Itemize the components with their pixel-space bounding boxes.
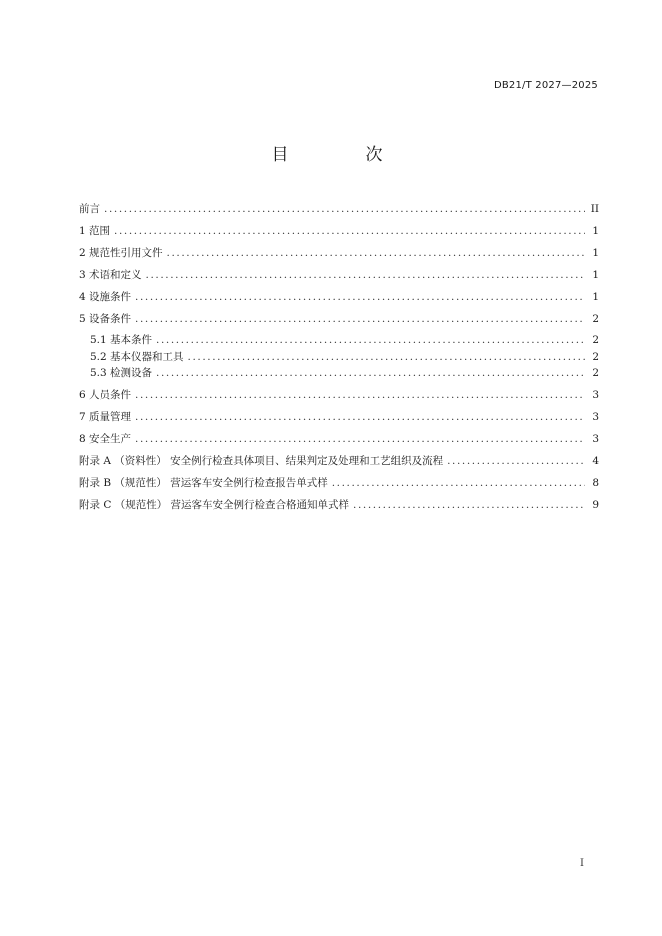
toc-entry-page: 1 (592, 291, 599, 303)
toc-entry-personnel-conditions[interactable] (79, 386, 599, 408)
dot-leader (156, 332, 585, 348)
toc-entry-page: 2 (592, 313, 599, 325)
toc-entry-appendix-a[interactable] (79, 452, 599, 474)
toc-entry-text: 5.3 检测设备 (90, 367, 153, 379)
toc-entry-terms-definitions[interactable] (79, 266, 599, 288)
dot-leader (447, 452, 585, 470)
toc-entry-text: 5 设备条件 (79, 313, 132, 325)
toc-entry-page: 3 (592, 410, 599, 423)
document-code: DB21/T 2027—2025 (493, 80, 598, 91)
toc-entry-page: 1 (592, 225, 599, 237)
toc-entry-page: 2 (592, 350, 599, 363)
toc-entry-text: 2 规范性引用文件 (79, 247, 163, 259)
dot-leader (135, 310, 585, 328)
toc-entry-normative-references[interactable] (79, 244, 599, 266)
dot-leader (167, 244, 585, 262)
dot-leader (146, 266, 585, 284)
toc-entry-quality-management[interactable] (79, 408, 599, 430)
toc-entry-equipment-conditions[interactable] (79, 310, 599, 332)
toc-entry-scope[interactable] (79, 222, 599, 244)
toc-entry-text: 5.2 基本仪器和工具 (90, 350, 184, 363)
dot-leader (135, 408, 585, 426)
dot-leader (104, 200, 585, 218)
dot-leader (135, 386, 585, 404)
toc-entry-page: II (590, 203, 599, 215)
toc-entry-text: 7 质量管理 (79, 410, 132, 423)
toc-entry-page: 3 (592, 388, 599, 401)
dot-leader (353, 496, 585, 514)
toc-entry-page: 2 (592, 334, 599, 346)
toc-entry-text: 前言 (79, 203, 100, 215)
dot-leader (156, 365, 585, 381)
toc-subentry-testing-equipment[interactable] (79, 365, 599, 382)
dot-leader (135, 430, 585, 448)
toc-entry-text: 附录 C （规范性） 营运客车安全例行检查合格通知单式样 (79, 498, 350, 511)
toc-entry-text: 1 范围 (79, 225, 111, 237)
toc-entry-appendix-c[interactable] (79, 496, 599, 518)
toc-entry-safety-production[interactable] (79, 430, 599, 452)
toc-entry-page: 8 (592, 476, 599, 489)
toc-subentry-basic-instruments-tools[interactable] (79, 349, 599, 366)
dot-leader (332, 474, 585, 492)
toc-entry-text: 3 术语和定义 (79, 269, 142, 281)
page-number: I (580, 858, 584, 869)
toc-entry-text: 5.1 基本条件 (90, 334, 153, 346)
toc-entry-text: 8 安全生产 (79, 432, 132, 445)
toc-entry-page: 4 (592, 454, 599, 467)
toc-entry-text: 附录 A （资料性） 安全例行检查具体项目、结果判定及处理和工艺组织及流程 (79, 454, 444, 467)
table-of-contents (79, 200, 599, 518)
toc-entry-foreword[interactable] (79, 200, 599, 222)
toc-entry-page: 9 (592, 498, 599, 511)
toc-entry-facility-conditions[interactable] (79, 288, 599, 310)
toc-entry-page: 3 (592, 432, 599, 445)
toc-entry-page: 1 (592, 269, 599, 281)
toc-title: 目 次 (271, 145, 413, 165)
toc-entry-text: 4 设施条件 (79, 291, 132, 303)
toc-entry-page: 2 (592, 367, 599, 379)
toc-entry-page: 1 (592, 247, 599, 259)
toc-entry-text: 附录 B （规范性） 营运客车安全例行检查报告单式样 (79, 476, 328, 489)
dot-leader (135, 288, 585, 306)
dot-leader (114, 222, 585, 240)
toc-subentry-basic-conditions[interactable] (79, 332, 599, 349)
dot-leader (188, 349, 585, 365)
toc-entry-text: 6 人员条件 (79, 388, 132, 401)
toc-entry-appendix-b[interactable] (79, 474, 599, 496)
